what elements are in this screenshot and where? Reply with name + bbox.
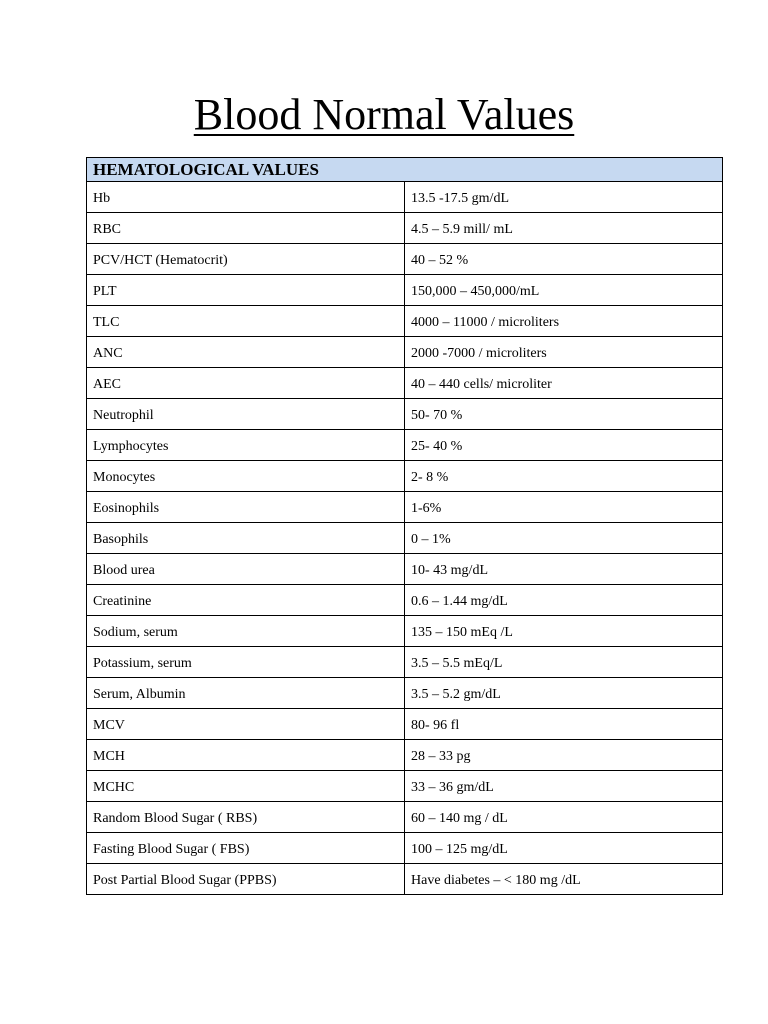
table-row	[87, 275, 723, 306]
table-row	[87, 802, 723, 833]
test-name-cell: ANC	[87, 337, 405, 368]
normal-value-cell: 0.6 – 1.44 mg/dL	[405, 585, 723, 616]
normal-value-cell: 3.5 – 5.2 gm/dL	[405, 678, 723, 709]
normal-value-cell: 28 – 33 pg	[405, 740, 723, 771]
table-header: HEMATOLOGICAL VALUES	[87, 158, 723, 182]
test-name-cell: MCH	[87, 740, 405, 771]
table-row	[87, 709, 723, 740]
test-name-cell: Hb	[87, 182, 405, 213]
table-row	[87, 368, 723, 399]
test-name-cell: Sodium, serum	[87, 616, 405, 647]
test-name-cell: Creatinine	[87, 585, 405, 616]
table-row	[87, 182, 723, 213]
normal-value-cell: 40 – 440 cells/ microliter	[405, 368, 723, 399]
table-row	[87, 740, 723, 771]
table-row	[87, 213, 723, 244]
table-row	[87, 461, 723, 492]
page-title-text: Blood Normal Values	[193, 90, 575, 139]
normal-value-cell: 60 – 140 mg / dL	[405, 802, 723, 833]
normal-value-cell: 3.5 – 5.5 mEq/L	[405, 647, 723, 678]
normal-value-cell: Have diabetes – < 180 mg /dL	[405, 864, 723, 895]
table-row	[87, 523, 723, 554]
table-row	[87, 864, 723, 895]
normal-value-cell: 2000 -7000 / microliters	[405, 337, 723, 368]
normal-value-cell: 135 – 150 mEq /L	[405, 616, 723, 647]
test-name-cell: TLC	[87, 306, 405, 337]
table-row	[87, 585, 723, 616]
test-name-cell: MCHC	[87, 771, 405, 802]
normal-value-cell: 2- 8 %	[405, 461, 723, 492]
table-header-row	[87, 158, 723, 182]
test-name-cell: Lymphocytes	[87, 430, 405, 461]
table-row	[87, 771, 723, 802]
test-name-cell: Serum, Albumin	[87, 678, 405, 709]
normal-value-cell: 100 – 125 mg/dL	[405, 833, 723, 864]
normal-value-cell: 40 – 52 %	[405, 244, 723, 275]
normal-value-cell: 25- 40 %	[405, 430, 723, 461]
normal-value-cell: 0 – 1%	[405, 523, 723, 554]
normal-value-cell: 50- 70 %	[405, 399, 723, 430]
table-body	[87, 158, 723, 895]
normal-value-cell: 1-6%	[405, 492, 723, 523]
test-name-cell: PCV/HCT (Hematocrit)	[87, 244, 405, 275]
normal-value-cell: 4.5 – 5.9 mill/ mL	[405, 213, 723, 244]
test-name-cell: Blood urea	[87, 554, 405, 585]
table-row	[87, 244, 723, 275]
hematological-values-table	[86, 157, 723, 895]
table-row	[87, 833, 723, 864]
test-name-cell: AEC	[87, 368, 405, 399]
normal-value-cell: 13.5 -17.5 gm/dL	[405, 182, 723, 213]
page-title	[0, 88, 768, 142]
test-name-cell: Eosinophils	[87, 492, 405, 523]
normal-value-cell: 33 – 36 gm/dL	[405, 771, 723, 802]
table-row	[87, 430, 723, 461]
table-row	[87, 647, 723, 678]
test-name-cell: Basophils	[87, 523, 405, 554]
test-name-cell: PLT	[87, 275, 405, 306]
table-row	[87, 306, 723, 337]
test-name-cell: Fasting Blood Sugar ( FBS)	[87, 833, 405, 864]
test-name-cell: Monocytes	[87, 461, 405, 492]
test-name-cell: Post Partial Blood Sugar (PPBS)	[87, 864, 405, 895]
test-name-cell: Potassium, serum	[87, 647, 405, 678]
table-row	[87, 492, 723, 523]
normal-value-cell: 4000 – 11000 / microliters	[405, 306, 723, 337]
table-row	[87, 554, 723, 585]
test-name-cell: Random Blood Sugar ( RBS)	[87, 802, 405, 833]
normal-value-cell: 80- 96 fl	[405, 709, 723, 740]
test-name-cell: RBC	[87, 213, 405, 244]
table-row	[87, 678, 723, 709]
normal-value-cell: 150,000 – 450,000/mL	[405, 275, 723, 306]
test-name-cell: Neutrophil	[87, 399, 405, 430]
test-name-cell: MCV	[87, 709, 405, 740]
table-row	[87, 399, 723, 430]
normal-value-cell: 10- 43 mg/dL	[405, 554, 723, 585]
table-row	[87, 616, 723, 647]
table-row	[87, 337, 723, 368]
